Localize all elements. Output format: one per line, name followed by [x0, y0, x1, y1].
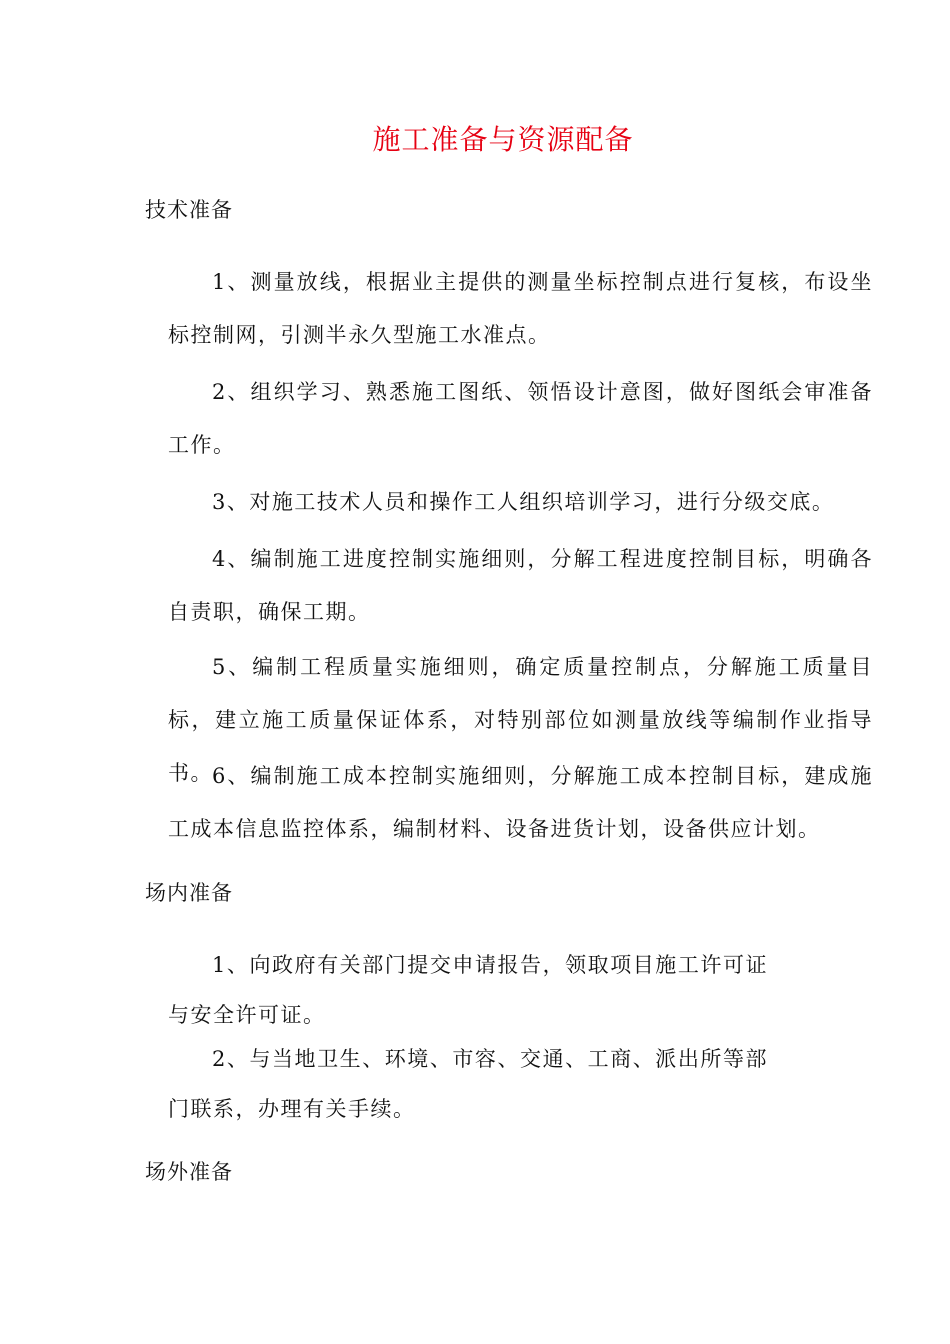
section-heading-off-site: 场外准备 [145, 1160, 233, 1184]
paragraph: 5、编制工程质量实施细则，确定质量控制点，分解施工质量目标，建立施工质量保证体系，对特别部位如测量放线等编制作业指导书。 [168, 655, 873, 785]
paragraph: 3、对施工技术人员和操作工人组织培训学习，进行分级交底。 [212, 490, 835, 514]
paragraph: 4、编制施工进度控制实施细则，分解工程进度控制目标，明确各自责职，确保工期。 [168, 547, 873, 624]
paragraph: 2、组织学习、熟悉施工图纸、领悟设计意图，做好图纸会审准备工作。 [168, 380, 873, 457]
section-heading-technical: 技术准备 [145, 198, 233, 222]
section-heading-on-site: 场内准备 [145, 881, 233, 905]
paragraph: 2、与当地卫生、环境、市容、交通、工商、派出所等部门联系，办理有关手续。 [168, 1047, 768, 1121]
paragraph: 6、编制施工成本控制实施细则，分解施工成本控制目标，建成施工成本信息监控体系，编制材料、设备进货计划，设备供应计划。 [168, 764, 873, 841]
paragraph: 1、测量放线，根据业主提供的测量坐标控制点进行复核，布设坐标控制网，引测半永久型施工水准点。 [168, 270, 873, 347]
paragraph: 1、向政府有关部门提交申请报告，领取项目施工许可证与安全许可证。 [168, 953, 768, 1027]
document-title: 施工准备与资源配备 [372, 123, 634, 156]
